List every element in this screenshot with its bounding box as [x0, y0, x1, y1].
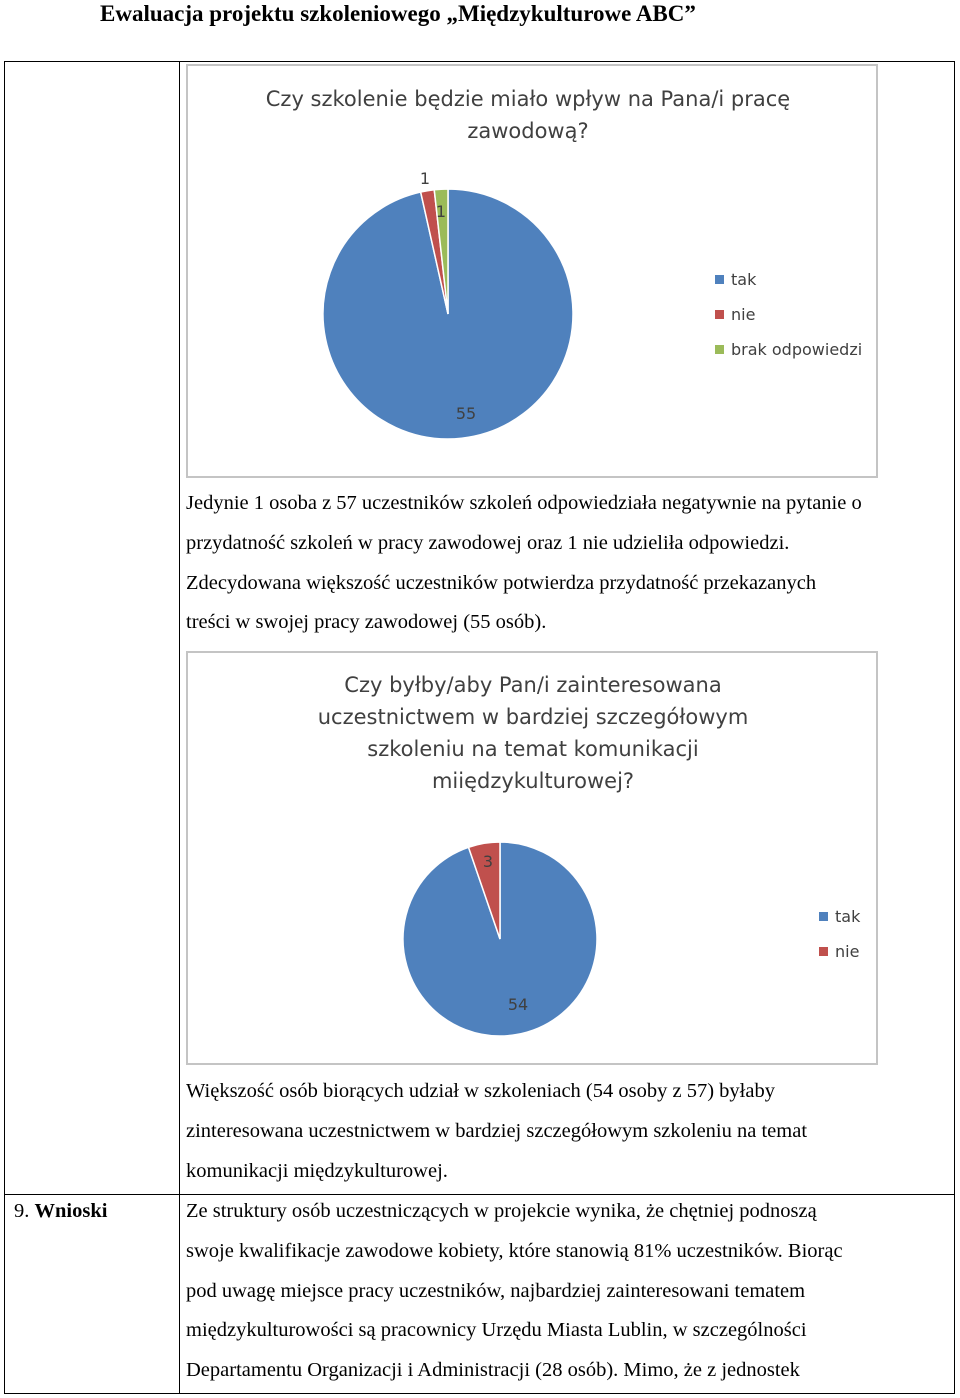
chart-title-line: Czy szkolenie będzie miało wpływ na Pana/i pracę — [265, 87, 791, 111]
text-line: zinteresowana uczestnictwem w bardziej szczegółowym szkoleniu na temat — [186, 1119, 808, 1142]
legend-swatch — [819, 912, 828, 921]
chart-title-line: Czy byłby/aby Pan/i zainteresowana — [344, 673, 722, 697]
section-label — [14, 1198, 107, 1224]
text-line: Departamentu Organizacji i Administracji (28 osób). Mimo, że z jednostek — [186, 1359, 800, 1382]
data-label: 54 — [507, 995, 529, 1014]
text-line: komunikacji międzykulturowej. — [186, 1159, 448, 1182]
chart-title-line: zawodową? — [467, 119, 589, 143]
text-line: Jedynie 1 osoba z 57 uczestników szkoleń odpowiedziała negatywnie na pytanie o — [186, 492, 862, 514]
section-title: Wnioski — [34, 1200, 108, 1222]
chart-legend — [819, 899, 860, 969]
pie-plot — [188, 653, 880, 1067]
legend-label: tak — [731, 270, 757, 289]
legend-item — [715, 297, 862, 332]
text-line: swoje kwalifikacje zawodowe kobiety, które stanowią 81% uczestników. Biorąc — [186, 1239, 843, 1262]
legend-item — [819, 934, 860, 969]
paragraph-work-impact — [186, 484, 946, 643]
data-label: 1 — [419, 169, 431, 188]
data-label: 55 — [455, 404, 477, 423]
pie-chart-work-impact — [186, 64, 878, 478]
chart-legend — [715, 262, 862, 367]
text-line: treści w swojej pracy zawodowej (55 osób). — [186, 611, 547, 634]
legend-item — [715, 332, 862, 367]
text-line: Większość osób biorących udział w szkoleniach (54 osoby z 57) byłaby — [186, 1080, 775, 1102]
legend-label: tak — [835, 907, 861, 926]
section-number: 9. — [14, 1200, 30, 1222]
legend-label: nie — [731, 305, 756, 324]
legend-swatch — [715, 275, 724, 284]
paragraph-further-training — [186, 1072, 946, 1191]
document-title: Ewaluacja projektu szkoleniowego „Międzykulturowe ABC” — [100, 1, 696, 26]
data-label: 3 — [482, 852, 494, 871]
legend-swatch — [819, 947, 828, 956]
text-line: pod uwagę miejsce pracy uczestników, najbardziej zainteresowani tematem — [186, 1279, 806, 1302]
chart-title-line: miiędzykulturowej? — [431, 769, 635, 793]
legend-swatch — [715, 310, 724, 319]
legend-item — [819, 899, 860, 934]
legend-swatch — [715, 345, 724, 354]
chart-title-line: szkoleniu na temat komunikacji — [367, 737, 699, 761]
text-line: Ze struktury osób uczestniczących w projekcie wynika, że chętniej podnoszą — [186, 1200, 817, 1222]
paragraph-conclusions — [186, 1192, 946, 1391]
legend-label: brak odpowiedzi — [731, 340, 863, 359]
chart-title-line: uczestnictwem w bardziej szczegółowym — [317, 705, 749, 729]
data-label: 1 — [435, 202, 447, 221]
legend-label: nie — [835, 942, 860, 961]
pie-chart-further-training — [186, 651, 878, 1065]
text-line: międzykulturowości są pracownicy Urzędu Miasta Lublin, w szczególności — [186, 1319, 807, 1342]
legend-item — [715, 262, 862, 297]
text-line: przydatność szkoleń w pracy zawodowej oraz 1 nie udzieliła odpowiedzi. — [186, 531, 790, 554]
text-line: Zdecydowana większość uczestników potwierdza przydatność przekazanych — [186, 571, 817, 594]
